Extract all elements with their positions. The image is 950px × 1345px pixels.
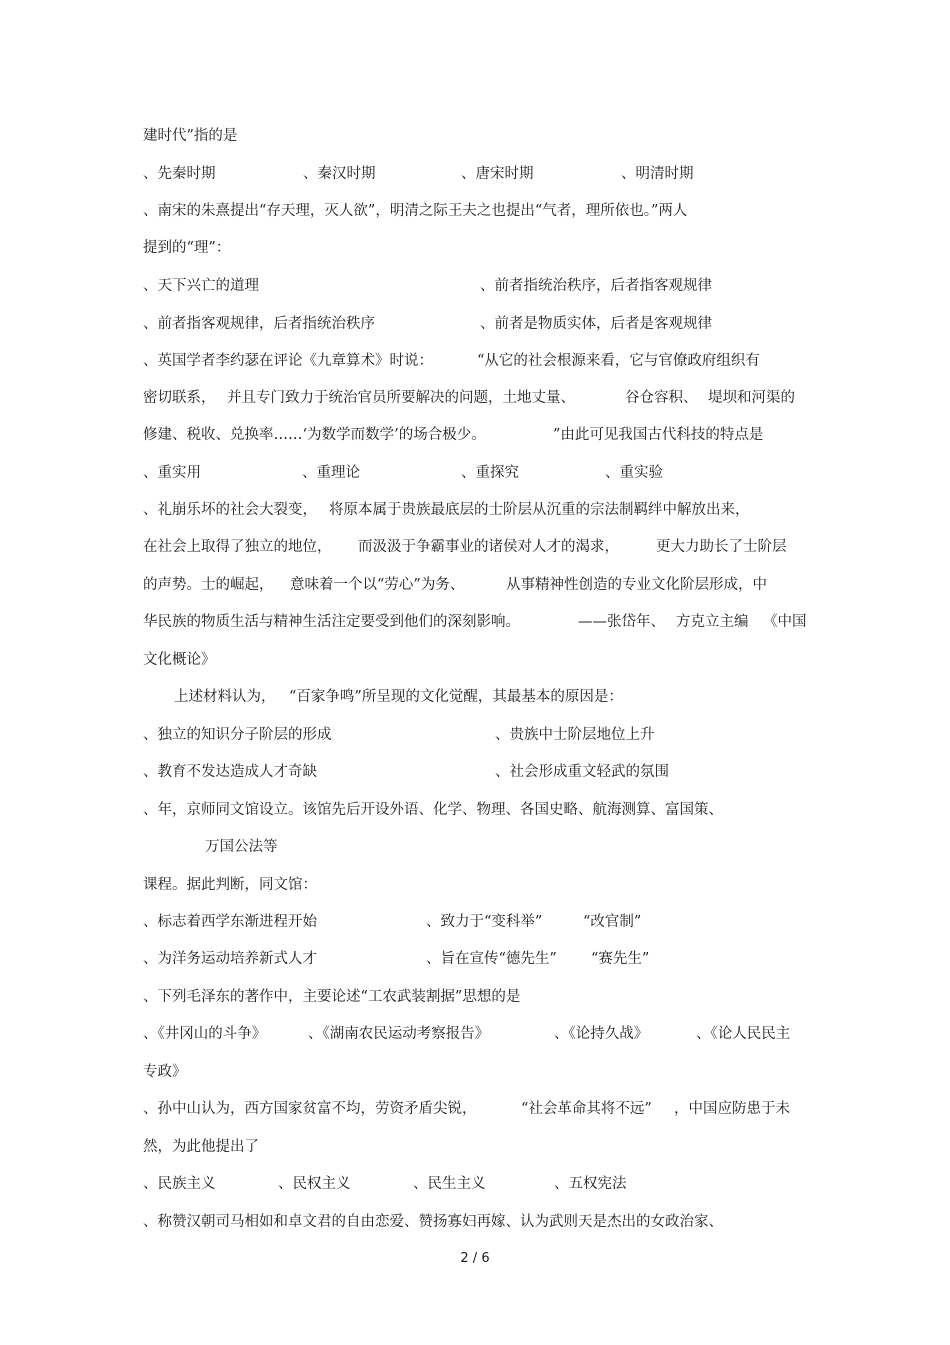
text-segment: 《中国 xyxy=(763,614,807,630)
text-segment: 、教育不发达造成人才奇缺 xyxy=(143,764,317,780)
text-segment: 方克立主编 xyxy=(676,614,749,630)
text-segment: 、致力于“变科举” xyxy=(426,914,543,930)
text-segment: 然，为此他提出了 xyxy=(143,1139,259,1155)
text-segment: 而汲汲于争霸事业的诸侯对人才的渴求， xyxy=(358,539,619,555)
text-segment: 、重理论 xyxy=(302,465,360,481)
text-segment: 、重实用 xyxy=(143,465,201,481)
text-segment: 、贵族中士阶层地位上升 xyxy=(495,727,655,743)
text-segment: 建时代”指的是 xyxy=(143,128,238,144)
text-segment: “社会革命其将不远” xyxy=(521,1101,652,1117)
page-number: 2 / 6 xyxy=(460,1251,490,1266)
text-segment: 、明清时期 xyxy=(621,166,694,182)
text-segment: 专政》 xyxy=(143,1064,187,1080)
text-segment: 、前者是物质实体，后者是客观规律 xyxy=(480,316,712,332)
text-segment: 、民族主义 xyxy=(143,1176,216,1192)
text-segment: 从事精神性创造的专业文化阶层形成，中 xyxy=(506,577,767,593)
text-segment: ”由此可见我国古代科技的特点是 xyxy=(553,427,764,443)
text-segment: 、民生主义 xyxy=(413,1176,486,1192)
text-segment: 、旨在宣传“德先生” xyxy=(426,951,557,967)
text-segment: 、天下兴亡的道理 xyxy=(143,278,259,294)
text-segment: 、重实验 xyxy=(605,465,663,481)
text-segment: 课程。据此判断，同文馆： xyxy=(143,877,317,893)
text-segment: 意味着一个以“劳心”为务、 xyxy=(290,577,465,593)
text-segment: 修建、税收、兑换率……‘为数学而数学’的场合极少。 xyxy=(143,427,486,443)
text-segment: 、孙中山认为，西方国家贫富不均，劳资矛盾尖锐， xyxy=(143,1101,477,1117)
text-segment: 华民族的物质生活与精神生活注定要受到他们的深刻影响。 xyxy=(143,614,520,630)
text-segment: 、民权主义 xyxy=(278,1176,351,1192)
text-segment: 并且专门致力于统治官员所要解决的问题，土地丈量、 xyxy=(227,390,575,406)
text-segment: 提到的“理”： xyxy=(143,240,231,256)
text-segment: 、南宋的朱熹提出“存天理，灭人欲”，明清之际王夫之也提出“气者，理所依也。”两人 xyxy=(143,203,688,219)
text-segment: 、英国学者李约瑟在评论《九章算术》时说： xyxy=(143,353,433,369)
text-segment: 的声势。士的崛起， xyxy=(143,577,274,593)
text-segment: 密切联系， xyxy=(143,390,216,406)
text-segment: 在社会上取得了独立的地位， xyxy=(143,539,332,555)
text-segment: 、《井冈山的斗争》 xyxy=(143,1026,267,1042)
text-segment: “赛先生” xyxy=(591,951,650,967)
text-segment: ——张岱年、 xyxy=(578,614,665,630)
text-segment: 、社会形成重文轻武的氛围 xyxy=(495,764,669,780)
text-segment: 万国公法等 xyxy=(205,839,278,855)
text-segment: 、独立的知识分子阶层的形成 xyxy=(143,727,332,743)
text-segment: 、唐宋时期 xyxy=(461,166,534,182)
text-segment: 文化概论》 xyxy=(143,652,216,668)
text-segment: “改官制” xyxy=(583,914,642,930)
text-segment: 、《湖南农民运动考察报告》 xyxy=(308,1026,490,1042)
text-segment: 将原本属于贵族最底层的士阶层从沉重的宗法制羁绊中解放出来， xyxy=(329,502,750,518)
text-segment: 、五权宪法 xyxy=(554,1176,627,1192)
text-segment: 、先秦时期 xyxy=(143,166,216,182)
text-segment: 、前者指统治秩序，后者指客观规律 xyxy=(480,278,712,294)
text-segment: 、年，京师同文馆设立。该馆先后开设外语、化学、物理、各国史略、航海测算、富国策、 xyxy=(143,802,723,818)
text-segment: 堤坝和河渠的 xyxy=(708,390,795,406)
text-segment: 、秦汉时期 xyxy=(303,166,376,182)
text-segment: 、下列毛泽东的著作中，主要论述“工农武装割据”思想的是 xyxy=(143,989,521,1005)
text-segment: 、标志着西学东渐进程开始 xyxy=(143,914,317,930)
text-segment: 、前者指客观规律，后者指统治秩序 xyxy=(143,316,375,332)
text-segment: 上述材料认为， xyxy=(174,689,276,705)
text-segment: 更大力助长了士阶层 xyxy=(656,539,787,555)
text-segment: 谷仓容积、 xyxy=(625,390,698,406)
text-segment: 、《论人民民主 xyxy=(696,1026,791,1042)
text-segment: 、称赞汉朝司马相如和卓文君的自由恋爱、赞扬寡妇再嫁、认为武则天是杰出的女政治家、 xyxy=(143,1214,723,1230)
text-segment: 、礼崩乐坏的社会大裂变， xyxy=(143,502,317,518)
text-segment: 、为洋务运动培养新式人才 xyxy=(143,951,317,967)
text-segment: 、重探究 xyxy=(461,465,519,481)
text-segment: “从它的社会根源来看，它与官僚政府组织有 xyxy=(477,353,760,369)
text-segment: 、《论持久战》 xyxy=(554,1026,649,1042)
text-segment: “百家争鸣”所呈现的文化觉醒，其最基本的原因是： xyxy=(289,689,623,705)
text-segment: ，中国应防患于未 xyxy=(674,1101,790,1117)
